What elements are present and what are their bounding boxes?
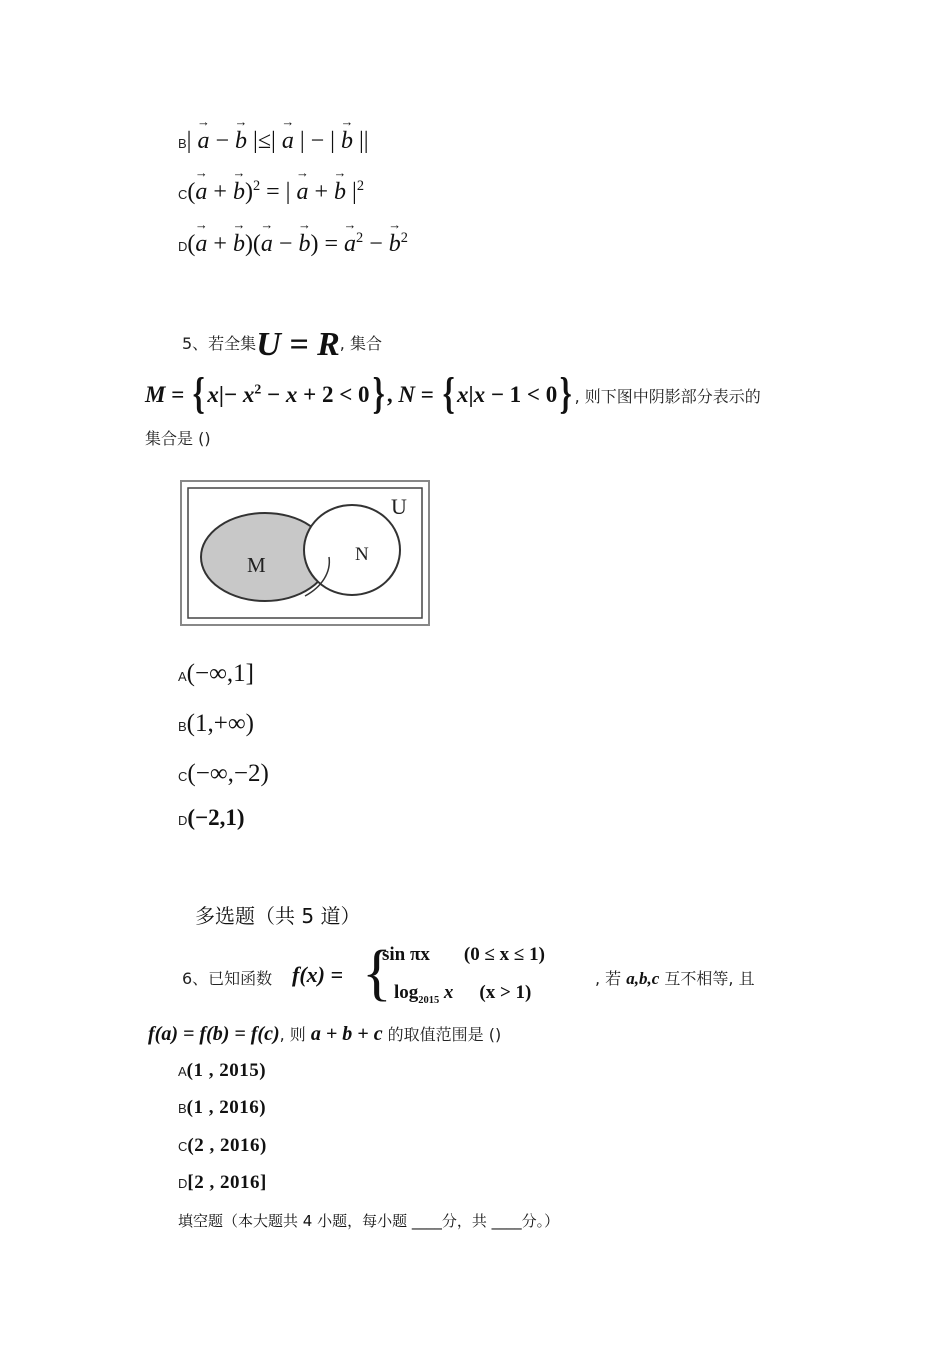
q5-option-d bbox=[178, 805, 245, 831]
q4-option-d bbox=[178, 230, 408, 258]
q5-line1 bbox=[182, 326, 382, 364]
equation: f(a) = f(b) = f(c) bbox=[148, 1023, 280, 1045]
option-formula: (→ a + → b)(→ a − → b) = → $a^2$ − → $b^2$ bbox=[187, 231, 408, 257]
fill-section-heading: 填空题（本大题共 4 小题，每小题 ____分，共 ____分。） bbox=[178, 1212, 560, 1230]
question-number: 6、已知函数 bbox=[182, 969, 273, 988]
piece-2-cond: (x > 1) bbox=[479, 982, 532, 1003]
venn-label-u: U bbox=[391, 494, 407, 519]
section-heading: 多选题（共 5 道） bbox=[195, 904, 361, 928]
variables: a,b,c bbox=[626, 969, 660, 988]
option-formula: (−2,1) bbox=[187, 805, 245, 830]
q5-option-a bbox=[178, 660, 254, 688]
option-label: C bbox=[178, 1139, 188, 1154]
question-text: 集合是 () bbox=[145, 429, 211, 448]
question-text: 的取值范围是 () bbox=[387, 1025, 502, 1044]
q6-option-b bbox=[178, 1097, 266, 1119]
question-text: , 则 bbox=[279, 1025, 306, 1044]
option-formula: (2 , 2016) bbox=[187, 1135, 267, 1156]
venn-label-m: M bbox=[247, 553, 266, 577]
q5-line2 bbox=[145, 368, 761, 419]
question-text: , 则下图中阴影部分表示的 bbox=[574, 387, 761, 406]
universe-formula: U = R bbox=[256, 326, 340, 363]
option-label: B bbox=[178, 719, 187, 734]
sum-expr: a + b + c bbox=[310, 1023, 383, 1045]
option-formula: | → a − → b |≤| → a | − | → b || bbox=[187, 128, 369, 154]
option-formula: (1 , 2015) bbox=[186, 1060, 267, 1081]
q6-option-d bbox=[178, 1172, 267, 1194]
q5-option-c bbox=[178, 760, 269, 788]
question-text: , 若 a,b,c 互不相等, 且 bbox=[595, 969, 755, 988]
option-label: C bbox=[178, 187, 188, 202]
piece-2: $\log_{2015} x$ (x > 1) bbox=[394, 982, 532, 1006]
option-label: A bbox=[178, 1064, 187, 1079]
option-label: B bbox=[178, 136, 187, 151]
q4-option-b bbox=[178, 128, 369, 155]
option-formula: (1,+∞) bbox=[186, 710, 254, 737]
venn-set-n bbox=[304, 505, 400, 595]
option-formula: [2 , 2016] bbox=[187, 1172, 267, 1193]
piecewise-brace: { bbox=[362, 939, 392, 1007]
option-formula: (1 , 2016) bbox=[186, 1097, 267, 1118]
venn-diagram bbox=[180, 480, 430, 626]
option-formula: (→ a + → b)$^2$ = | → a + → b $|^2$ bbox=[187, 179, 364, 205]
option-formula: (−∞,−2) bbox=[187, 760, 269, 787]
piece-1 bbox=[382, 944, 545, 966]
q4-option-c bbox=[178, 178, 364, 206]
option-label: D bbox=[178, 1176, 188, 1191]
q6-option-a bbox=[178, 1060, 266, 1082]
venn-label-n: N bbox=[355, 544, 369, 565]
piece-1-expr: sin πx bbox=[382, 944, 430, 965]
option-formula: (−∞,1] bbox=[186, 660, 254, 687]
question-text: , 集合 bbox=[339, 334, 382, 353]
option-label: A bbox=[178, 669, 187, 684]
question-number: 5、若全集 bbox=[182, 334, 257, 353]
option-label: D bbox=[178, 813, 188, 828]
venn-svg bbox=[180, 480, 430, 626]
q6-option-c bbox=[178, 1135, 267, 1157]
option-label: B bbox=[178, 1101, 187, 1116]
function-name: f(x) = bbox=[292, 962, 344, 987]
piece-1-cond: (0 ≤ x ≤ 1) bbox=[463, 944, 545, 965]
set-formula: M = { $x|- x^2 - x + 2 < 0$} , N = { x|x − 1 < 0} bbox=[145, 369, 573, 418]
option-label: C bbox=[178, 769, 188, 784]
option-label: D bbox=[178, 239, 188, 254]
q5-option-b bbox=[178, 710, 254, 738]
q6-line2 bbox=[148, 1022, 501, 1046]
